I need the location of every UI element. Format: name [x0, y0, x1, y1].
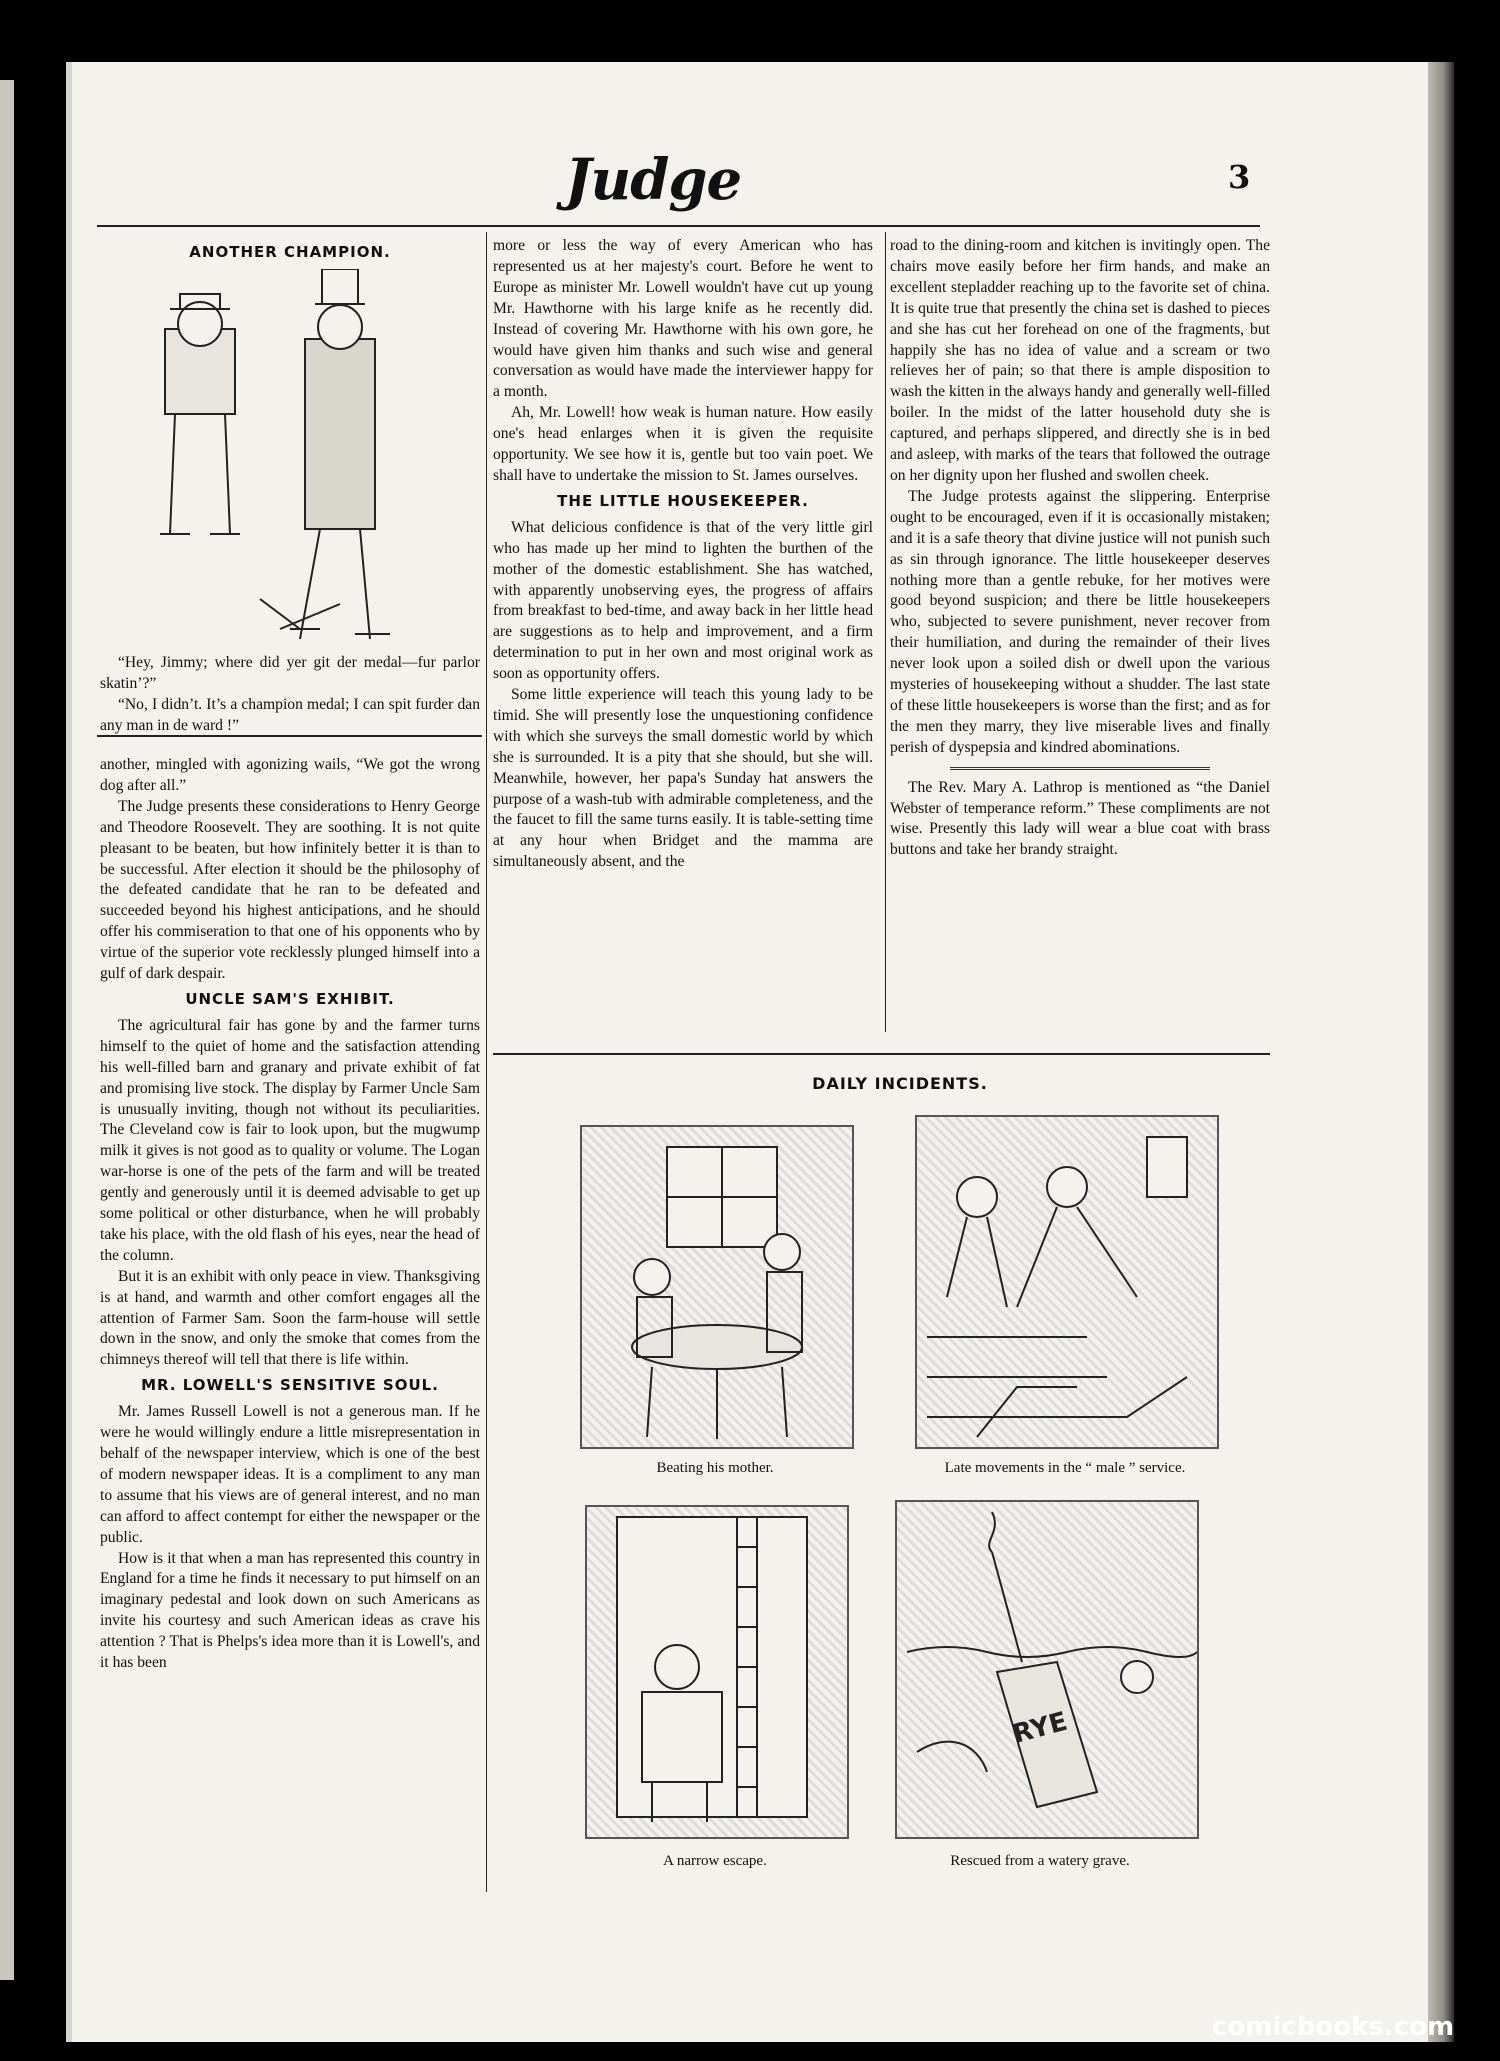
masthead-rule [97, 225, 1260, 227]
cartoon-caption: A narrow escape. [663, 1853, 767, 1869]
cartoon-caption: Beating his mother. [656, 1460, 774, 1476]
section-heading: UNCLE SAM'S EXHIBIT. [185, 989, 395, 1008]
paragraph: The Judge presents these considerations to Henry George and Theodore Roosevelt. They are soothing. It is not quite pleasant to be beaten, but how infinitely better it is than to be successful. After election it should be the philosophy of the defeated candidate that he ran to be defeated and succeeded beyond his highest anticipations, and he should offer his commiseration to that one of his opponents who by virtue of the superior vote recklessly plunged himself into a gulf of dark despair. [100, 797, 480, 983]
late-movements-cartoon [915, 1115, 1219, 1449]
cartoon-caption: “No, I didn’t. It’s a champion medal; I can spit furder dan any man in de ward !” [100, 695, 480, 734]
paragraph: Mr. James Russell Lowell is not a generous man. If he were he would willingly endure a little misrepresentation in behalf of the newspaper interview, which is one of the best of modern newspaper ideas. It is a compliment to any man to assume that his views are of general interest, and no man can afford to affect contempt for either the newspaper or the public. [100, 1403, 480, 1546]
paragraph: How is it that when a man has represented this country in England for a time he finds it necessary to put himself on an imaginary pedestal and look down on such Americans as invite his courtesy and such American ideas as crave his attention ? That is Phelps's idea more than it is Lowell's, and it has been [100, 1549, 480, 1672]
binding-edge [1428, 62, 1454, 2042]
paragraph: The agricultural fair has gone by and the farmer turns himself to the quiet of home and the satisfaction attending his well-filled barn and granary and private exhibit of fat and promising live stock. The display by Farmer Uncle Sam is unusually inviting, though not without its peculiarities. The Cleveland cow is fair to look upon, but the mugwump milk it gives is not good as to quality or volume. The Logan war-horse is one of the pets of the farm and will be treated gently and generously until it is deemed advisable to get up some political or other disturbance, when he will probably take his place, with the old flash of his eyes, near the head of the column. [100, 1016, 480, 1264]
paragraph: What delicious confidence is that of the very little girl who has made up her mind to lighten the burthen of the mother of the domestic establishment. She has watched, with apparently unobserving eyes, the progress of affairs from breakfast to bed-time, and away back in her little head are suggestions as to help and improvement, and a firm determination to put in her own and most original work as soon as opportunity offers. [493, 518, 873, 683]
cartoon-caption: Late movements in the “ male ” service. [944, 1460, 1186, 1476]
column-rule [486, 1032, 487, 1892]
another-champion-block [100, 238, 480, 737]
narrow-escape-cartoon [585, 1505, 849, 1839]
masthead: Judge [565, 147, 742, 213]
daily-incidents-title: DAILY INCIDENTS. [812, 1074, 988, 1093]
paragraph: But it is an exhibit with only peace in view. Thanksgiving is at hand, and warmth and other comfort engages all the attention of Farmer Sam. Soon the farm-house will settle down in the snow, and only the smoke that comes from the chimneys thereof will tell that there is life within. [100, 1267, 480, 1369]
section-heading: MR. LOWELL'S SENSITIVE SOUL. [141, 1376, 439, 1395]
another-champion-cartoon [100, 269, 480, 649]
column-3 [890, 236, 1270, 861]
section-heading: ANOTHER CHAMPION. [189, 243, 391, 261]
separator [950, 767, 1210, 770]
column-2 [493, 236, 873, 873]
paragraph: another, mingled with agonizing wails, “We got the wrong dog after all.” [100, 756, 480, 794]
page-number: 3 [1228, 158, 1251, 196]
watery-grave-cartoon [895, 1500, 1199, 1839]
column-rule [885, 232, 886, 1032]
watermark: comicbooks.com [1212, 2012, 1455, 2042]
section-rule [493, 1053, 1270, 1055]
cartoon-caption: “Hey, Jimmy; where did yer git der medal—fur parlor skatin’?” [100, 653, 480, 692]
page-edge [0, 80, 14, 1980]
paragraph: The Rev. Mary A. Lathrop is mentioned as “the Daniel Webster of temperance reform.” These compliments are not wise. Presently this lady will wear a blue coat with brass buttons and take her brandy straight. [890, 778, 1270, 859]
paragraph: road to the dining-room and kitchen is invitingly open. The chairs move easily before her firm hands, and make an excellent stepladder reaching up to the favorite set of china. It is quite true that presently the china set is dashed to pieces and she has cut her forehead on one of the fragments, but happily she has no idea of value and a scream or two relieves her of pain; so that there is ample disposition to wash the kitten in the always handy and generally well-filled boiler. In the midst of the latter household duty she is captured, and perhaps slippered, and directly she is in bed and asleep, with marks of the tears that followed the outrage on her dignity upon her flushed and swollen cheek. [890, 237, 1270, 484]
rye-label: RYE [1009, 1706, 1071, 1750]
beating-his-mother-cartoon [580, 1125, 854, 1449]
cartoon-caption: Rescued from a watery grave. [950, 1853, 1130, 1869]
paragraph: Ah, Mr. Lowell! how weak is human nature. How easily one's head enlarges when it is given the requisite opportunity. We see how it is, gentle but too vain poet. We shall have to undertake the mission to St. James ourselves. [493, 404, 873, 484]
column-1 [100, 755, 480, 1674]
paragraph: Some little experience will teach this young lady to be timid. She will presently lose the unquestioning confidence with which she surveys the small domestic world by which she is surrounded. It is a pity that she should, but she will. Meanwhile, however, her papa's Sunday hat answers the purpose of a wash-tub with admirable completeness, and the the faucet to fill the same turns easily. It is table-setting time at any hour when Bridget and the mamma are simultaneously absent, and the [493, 686, 873, 871]
paragraph: The Judge protests against the slippering. Enterprise ought to be encouraged, even if it is occasionally mistaken; and it is a safe theory that divine justice will not punish such as sin through ignorance. The little housekeeper deserves nothing more than a gentle rebuke, for her motives were good beyond suspicion; and there be little housekeepers who, subjected to severe punishment, never recover from their humiliation, and during the remainder of their lives never look upon a soiled dish or dwell upon the various mysteries of housekeeping without a shudder. The last state of these little housekeepers is worse than the first; and as for the men they marry, they live miserable lives and finally perish of dyspepsia and kindred abominations. [890, 487, 1270, 756]
paragraph: more or less the way of every American who has represented us at her majesty's court. Before he went to Europe as minister Mr. Lowell wouldn't have cut up young Mr. Hawthorne with his large knife as he recently did. Instead of covering Mr. Hawthorne with his own gore, he would have given him thanks and such wise and general conversation as would have made the interviewer happy for a month. [493, 237, 873, 401]
column-rule [486, 232, 487, 1032]
section-heading: THE LITTLE HOUSEKEEPER. [557, 491, 809, 510]
